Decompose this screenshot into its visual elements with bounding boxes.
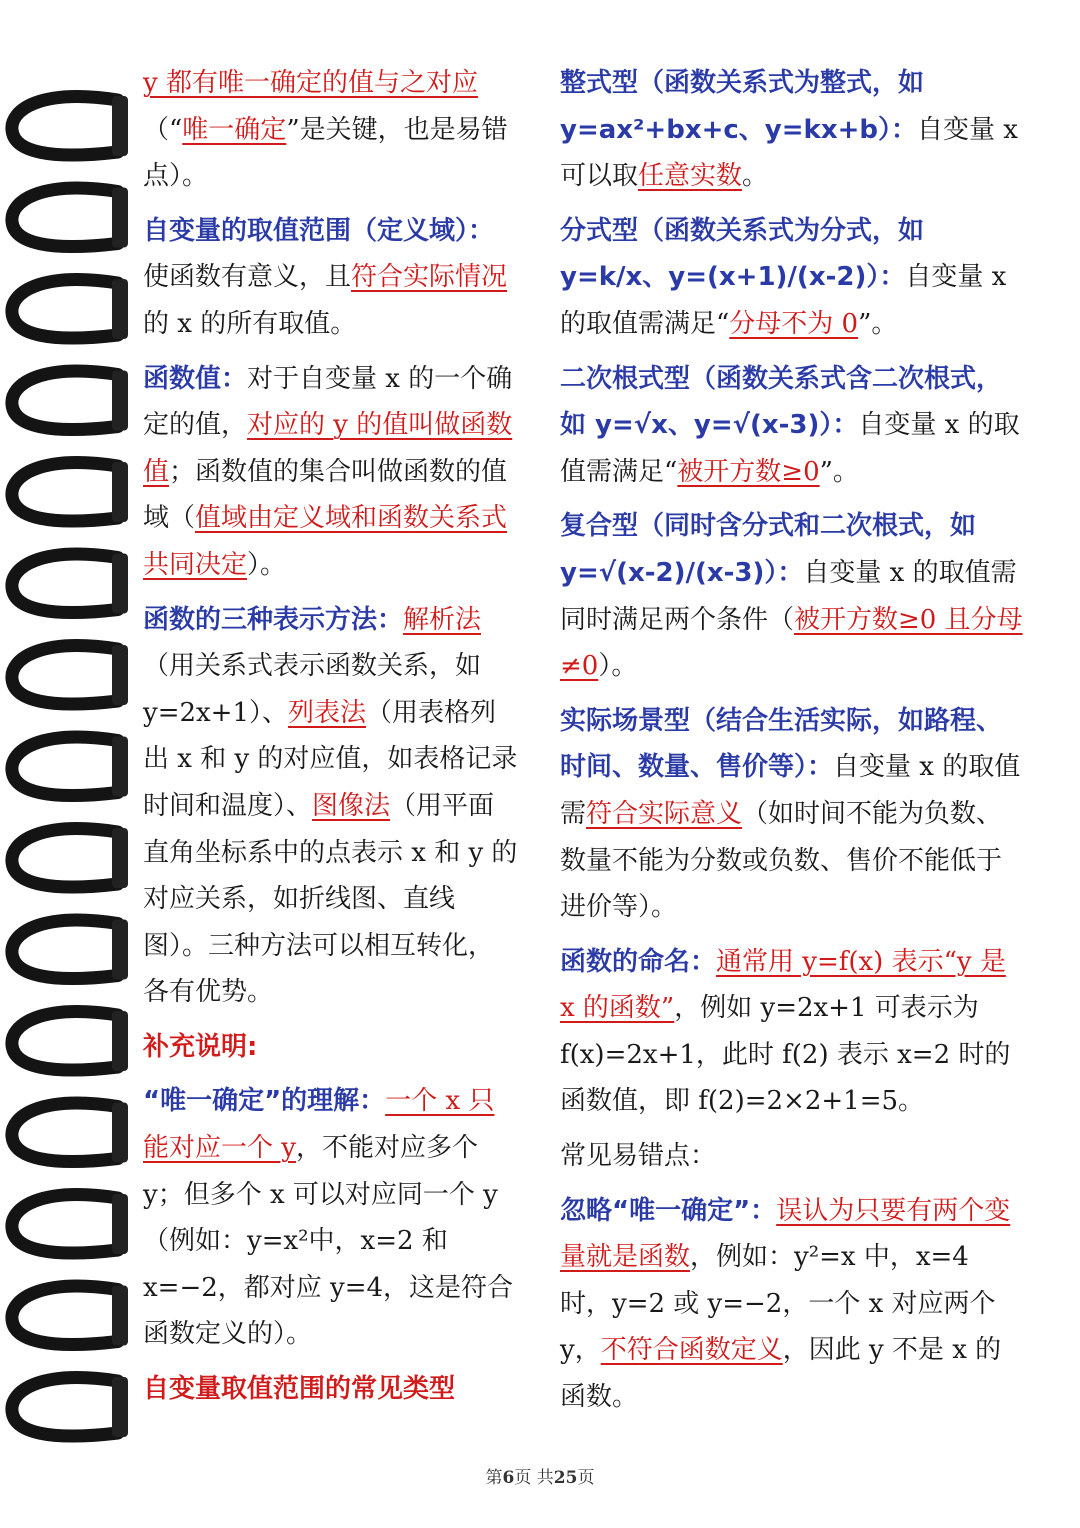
left-column [143, 60, 518, 1421]
binding-ring [12, 1286, 118, 1344]
current-page: 6 [502, 1468, 515, 1488]
binding-hole [112, 96, 128, 156]
binding-hole [112, 1286, 128, 1346]
binding-hole [112, 462, 128, 522]
paragraph-fraction-type: 分式型（函数关系式为分式，如 y=k/x、y=(x+1)/(x-2)）：自变量 x 的取值需满足“分母不为 0”。 [560, 215, 1007, 339]
binding-hole [112, 554, 128, 614]
binding-ring [12, 1195, 118, 1253]
paragraph-ignore-uniqueness: 忽略“唯一确定”：误认为只要有两个变量就是函数，例如：y²=x 中，x=4 时，y=2 或 y=−2，一个 x 对应两个 y，不符合函数定义，因此 y 不是 x 的函数。 [560, 1195, 1011, 1413]
binding-hole [112, 920, 128, 980]
binding-ring [12, 371, 118, 429]
paragraph-uniqueness-explained: “唯一确定”的理解：一个 x 只能对应一个 y，不能对应多个 y；但多个 x 可以对应同一个 y（例如：y=x²中，x=2 和 x=−2，都对应 y=4，这是符合函数定义的）。 [143, 1086, 514, 1350]
paragraph-radical-type: 二次根式型（函数关系式含二次根式，如 y=√x、y=√(x-3)）：自变量 x 的取值需满足“被开方数≥0”。 [560, 363, 1020, 487]
binding-ring [12, 188, 118, 246]
paragraph-function-naming: 函数的命名：通常用 y=f(x) 表示“y 是 x 的函数”，例如 y=2x+1 可表示为 f(x)=2x+1，此时 f(2) 表示 x=2 时的函数值，即 f(2)=2×2+1=5。 [560, 946, 1011, 1117]
paragraph-common-mistakes-title: 常见易错点： [560, 1141, 717, 1172]
binding-ring [12, 97, 118, 155]
heading-domain-types: 自变量取值范围的常见类型 [143, 1374, 456, 1405]
paragraph-practical-type: 实际场景型（结合生活实际，如路程、时间、数量、售价等）：自变量 x 的取值需符合实际意义（如时间不能为负数、数量不能为分数或负数、售价不能低于进价等）。 [560, 705, 1021, 923]
binding-ring [12, 1378, 118, 1436]
paragraph-representations: 函数的三种表示方法：解析法（用关系式表示函数关系，如 y=2x+1）、列表法（用表格列出 x 和 y 的对应值，如表格记录时间和温度）、图像法（用平面直角坐标系中的点表示 x 和 y 的对应关系，如折线图、直线图）。三种方法可以相互转化，各有优势。 [143, 604, 518, 1008]
heading-supplement: 补充说明: [143, 1031, 258, 1062]
binding-hole [112, 828, 128, 888]
binding-ring [12, 554, 118, 612]
binding-ring [12, 1103, 118, 1161]
binding-ring [12, 280, 118, 338]
page-footer: 第6页 共25页 [485, 1468, 595, 1488]
binding-hole [112, 737, 128, 797]
binding-hole [112, 645, 128, 705]
binding-hole [112, 1377, 128, 1437]
binding-hole [112, 1194, 128, 1254]
binding-ring [12, 829, 118, 887]
binding-hole [112, 279, 128, 339]
paragraph-compound-type: 复合型（同时含分式和二次根式，如 y=√(x-2)/(x-3)）：自变量 x 的取值需同时满足两个条件（被开方数≥0 且分母≠0）。 [560, 511, 1023, 682]
binding-hole [112, 371, 128, 431]
binding-hole [112, 1103, 128, 1163]
binding-hole [112, 188, 128, 248]
right-column [560, 60, 1025, 1429]
paragraph-polynomial-type: 整式型（函数关系式为整式，如 y=ax²+bx+c、y=kx+b）：自变量 x 可以取任意实数。 [560, 68, 1018, 192]
binding-ring [12, 920, 118, 978]
binding-ring [12, 737, 118, 795]
paragraph-function-value: 函数值：对于自变量 x 的一个确定的值，对应的 y 的值叫做函数值；函数值的集合叫做函数的值域（值域由定义域和函数关系式共同决定）。 [143, 363, 513, 580]
binding-ring [12, 646, 118, 704]
binding-ring [12, 463, 118, 521]
spiral-binding [0, 40, 140, 1470]
paragraph-uniqueness: y 都有唯一确定的值与之对应（“唯一确定”是关键，也是易错点）。 [143, 68, 508, 192]
paragraph-domain: 自变量的取值范围（定义域）：使函数有意义，且符合实际情况的 x 的所有取值。 [143, 215, 508, 339]
binding-hole [112, 1011, 128, 1071]
binding-ring [12, 1012, 118, 1070]
total-pages: 25 [553, 1468, 578, 1488]
